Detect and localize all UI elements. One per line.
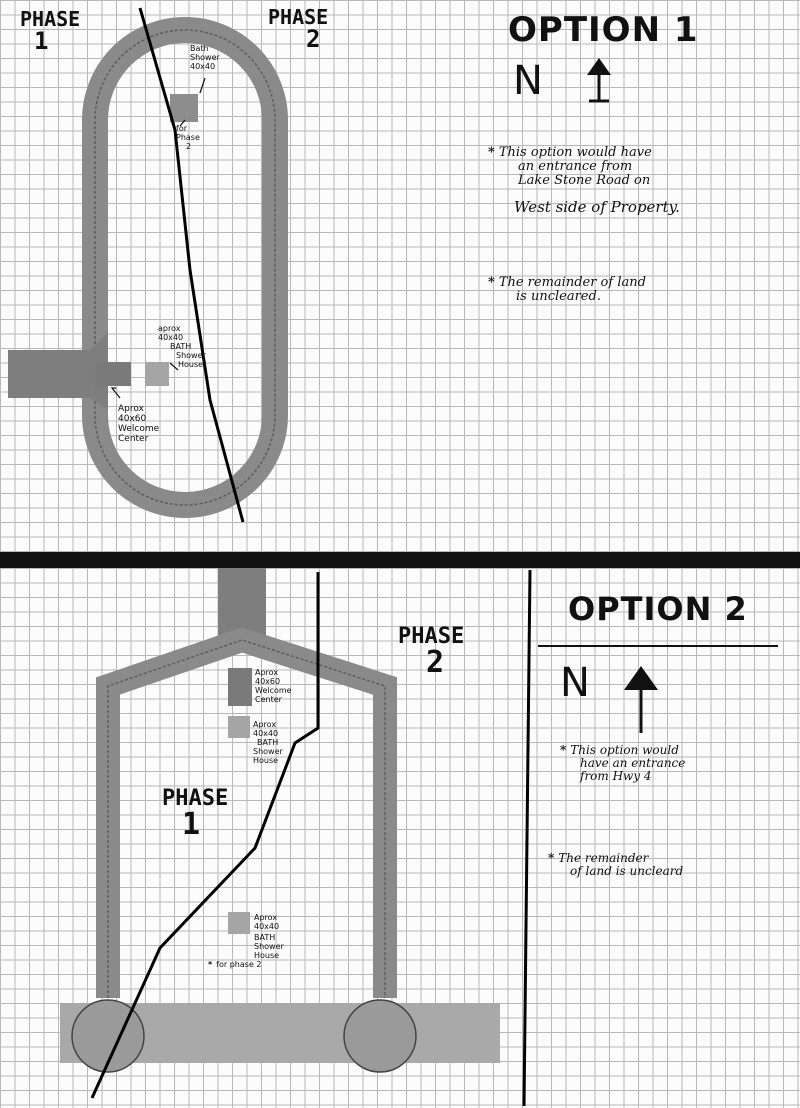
arrow-to-top-bath	[200, 78, 205, 93]
bath-shower-phase2-building	[228, 912, 250, 934]
welcome-center-label: Aprox 40x60 Welcome Center	[118, 404, 160, 444]
bath-shower-phase2-building	[170, 94, 198, 122]
welcome-center-building	[95, 362, 131, 386]
for-phase-2-label: for Phase 2	[176, 124, 200, 151]
phase-2-bath-label: Aprox 40x40 BATH Shower House * for phase 2	[208, 913, 284, 969]
option-1-title: OPTION 1	[508, 10, 699, 50]
lower-bath-label: aprox 40x40 BATH Shower House	[158, 324, 206, 369]
option-2-remainder-note: * The remainder of land is uncleard	[548, 851, 684, 878]
option-2-title: OPTION 2	[568, 590, 748, 628]
legend-divider	[524, 570, 530, 1106]
phase-2-label: PHASE 2	[398, 624, 465, 680]
cul-de-sac-east	[344, 1000, 416, 1072]
option-2-panel	[0, 568, 800, 1108]
north-label: N	[513, 58, 544, 104]
panel-divider	[0, 552, 800, 568]
bath-shower-house-building	[228, 716, 250, 738]
phase-2-label: PHASE 2	[268, 5, 329, 53]
option-2-entrance-note: * This option would have an entrance from Hwy 4	[560, 743, 686, 783]
north-arrow-head	[587, 58, 611, 75]
option-1-site-map	[0, 0, 800, 552]
north-arrow-head	[624, 666, 658, 690]
bath-shower-house-label: Aprox 40x40 BATH Shower House	[253, 720, 283, 765]
welcome-center-building	[228, 668, 252, 706]
top-bath-label: Bath Shower 40x40	[190, 44, 220, 71]
phase-dividing-line	[140, 8, 243, 522]
option-1-remainder-note: * The remainder of land is uncleared.	[488, 275, 646, 304]
phase-1-label: PHASE 1	[20, 7, 81, 55]
west-entrance-road	[8, 350, 90, 398]
phase-1-label: PHASE 1	[162, 786, 229, 842]
arrow-to-welcome	[112, 388, 120, 398]
north-label: N	[560, 660, 591, 706]
welcome-center-label: Aprox 40x60 Welcome Center	[255, 668, 292, 704]
option-1-entrance-note: * This option would have an entrance from Lake Stone Road on West side of Property.	[488, 145, 680, 216]
option-1-panel	[0, 0, 800, 552]
